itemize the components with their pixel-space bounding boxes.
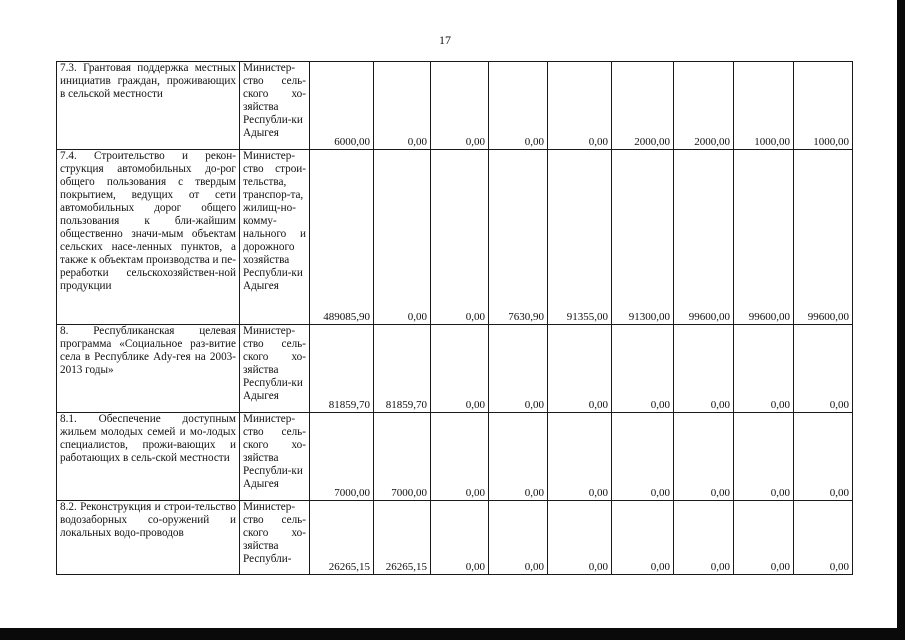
executor: Министер-ство сель-ского хо-зяйства Республи-ки Адыгея xyxy=(240,413,310,501)
value-year-6: 99600,00 xyxy=(674,150,734,325)
value-total: 7000,00 xyxy=(310,413,374,501)
value-total: 26265,15 xyxy=(310,501,374,575)
value-year-1: 26265,15 xyxy=(374,501,431,575)
scan-edge-bottom xyxy=(0,628,905,640)
value-year-7: 99600,00 xyxy=(734,150,794,325)
value-year-1: 0,00 xyxy=(374,62,431,150)
value-year-7: 0,00 xyxy=(734,413,794,501)
value-year-1: 7000,00 xyxy=(374,413,431,501)
value-year-8: 1000,00 xyxy=(794,62,853,150)
value-year-1: 0,00 xyxy=(374,150,431,325)
value-total: 489085,90 xyxy=(310,150,374,325)
value-year-3: 0,00 xyxy=(489,325,548,413)
executor: Министер-ство сель-ского хо-зяйства Республи-ки Адыгея xyxy=(240,325,310,413)
page-number: 17 xyxy=(439,33,451,47)
value-year-1: 81859,70 xyxy=(374,325,431,413)
scan-edge-right xyxy=(897,0,905,628)
value-year-5: 2000,00 xyxy=(612,62,674,150)
value-year-6: 0,00 xyxy=(674,501,734,575)
value-year-4: 0,00 xyxy=(548,62,612,150)
value-total: 6000,00 xyxy=(310,62,374,150)
table-row xyxy=(57,325,853,413)
executor: Министер-ство сель-ского хо-зяйства Республи- xyxy=(240,501,310,575)
value-year-3: 0,00 xyxy=(489,413,548,501)
value-year-8: 99600,00 xyxy=(794,150,853,325)
value-year-4: 0,00 xyxy=(548,501,612,575)
value-year-6: 0,00 xyxy=(674,413,734,501)
value-year-2: 0,00 xyxy=(431,325,489,413)
value-year-5: 0,00 xyxy=(612,501,674,575)
value-year-2: 0,00 xyxy=(431,62,489,150)
value-year-4: 0,00 xyxy=(548,413,612,501)
value-year-5: 0,00 xyxy=(612,413,674,501)
table-row xyxy=(57,501,853,575)
value-year-3: 7630,90 xyxy=(489,150,548,325)
table-row xyxy=(57,413,853,501)
measure-name: 8. Республиканская целевая программа «Социальное раз-витие села в Республике Ady-гея на 2003-2013 годы» xyxy=(57,325,240,413)
value-year-7: 0,00 xyxy=(734,501,794,575)
table-row xyxy=(57,150,853,325)
value-year-6: 0,00 xyxy=(674,325,734,413)
value-year-4: 0,00 xyxy=(548,325,612,413)
value-year-6: 2000,00 xyxy=(674,62,734,150)
value-year-8: 0,00 xyxy=(794,413,853,501)
value-year-2: 0,00 xyxy=(431,413,489,501)
value-year-3: 0,00 xyxy=(489,501,548,575)
value-year-5: 91300,00 xyxy=(612,150,674,325)
value-year-8: 0,00 xyxy=(794,325,853,413)
value-year-7: 0,00 xyxy=(734,325,794,413)
executor: Министер-ство сель-ского хо-зяйства Республи-ки Адыгея xyxy=(240,62,310,150)
measure-name: 7.4. Строительство и рекон-струкция автомобильных до-рог общего пользования с твердым покрытием, ведущих от сети автомобильных дорог общего пользования к бли-жайшим общественно значи-мым объектам сельских насе-ленных пунктов, а также к объектам производства и пе-реработки сельскохозяйствен-ной продукции xyxy=(57,150,240,325)
measure-name: 8.1. Обеспечение доступным жильем молодых семей и мо-лодых специалистов, прожи-вающих и работающих в сель-ской местности xyxy=(57,413,240,501)
value-year-2: 0,00 xyxy=(431,501,489,575)
value-year-8: 0,00 xyxy=(794,501,853,575)
executor: Министер-ство строи-тельства, транспор-та, жилищ-но-комму-нального и дорожного хозяйства Республи-ки Адыгея xyxy=(240,150,310,325)
budget-table xyxy=(56,61,853,575)
value-total: 81859,70 xyxy=(310,325,374,413)
table-row xyxy=(57,62,853,150)
value-year-3: 0,00 xyxy=(489,62,548,150)
value-year-5: 0,00 xyxy=(612,325,674,413)
value-year-7: 1000,00 xyxy=(734,62,794,150)
measure-name: 8.2. Реконструкция и строи-тельство водозаборных со-оружений и локальных водо-проводов xyxy=(57,501,240,575)
value-year-2: 0,00 xyxy=(431,150,489,325)
measure-name: 7.3. Грантовая поддержка местных инициатив граждан, проживающих в сельской местности xyxy=(57,62,240,150)
value-year-4: 91355,00 xyxy=(548,150,612,325)
